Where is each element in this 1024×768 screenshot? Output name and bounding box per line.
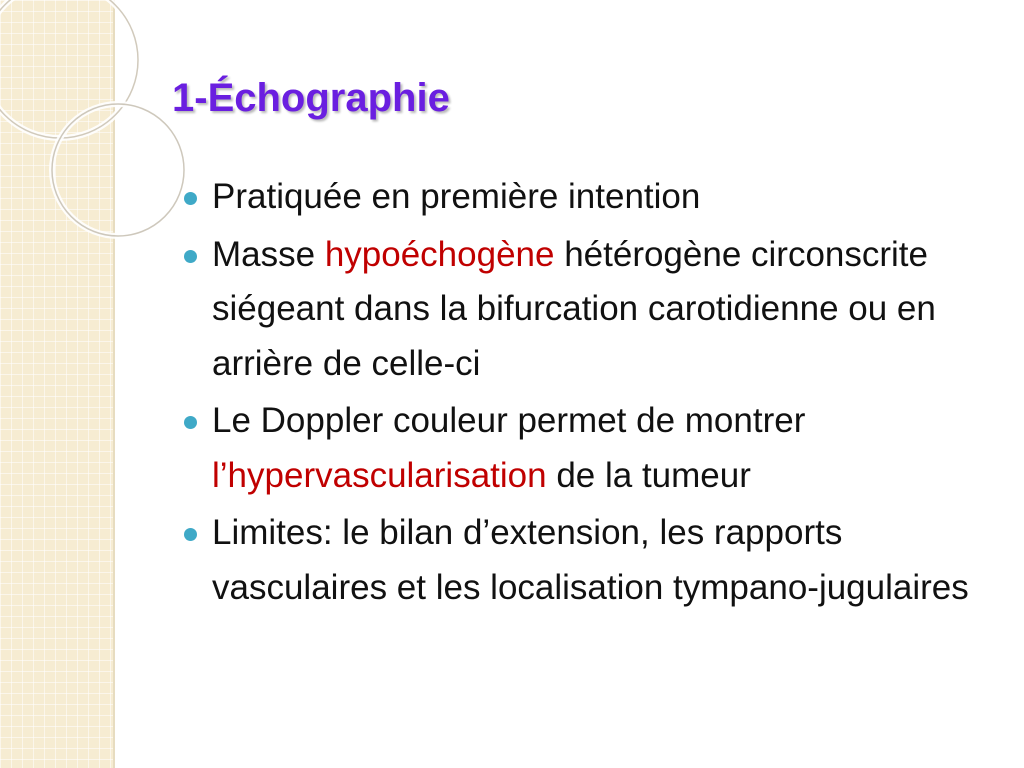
slide-title: 1-Échographie — [172, 76, 450, 120]
decorative-ring-bottom-shadow — [52, 104, 184, 236]
bullet-item — [184, 394, 984, 503]
bullet-dot-icon — [184, 250, 197, 263]
bullet-text: Limites: le bilan d’extension, les rapports vasculaires et les localisation tympano-jugulaires — [212, 513, 969, 607]
bullet-text-end: de la tumeur — [546, 455, 751, 495]
decorative-ring-top — [0, 0, 138, 138]
bullet-dot-icon — [184, 416, 197, 429]
highlighted-term: hypoéchogène — [324, 234, 555, 274]
bullet-text-start: Masse — [212, 234, 325, 274]
bullet-text: Pratiquée en première intention — [212, 177, 701, 216]
decorative-ring-top-shadow — [0, 0, 138, 138]
bullet-dot-icon — [184, 192, 197, 205]
highlighted-term: l’hypervascularisation — [212, 455, 547, 495]
bullet-item — [184, 170, 984, 225]
bullet-list — [184, 170, 984, 618]
bullet-item — [184, 228, 984, 392]
bullet-item — [184, 506, 984, 615]
decorative-rings — [0, 0, 200, 260]
bullet-text-start: Le Doppler couleur permet de montrer — [212, 401, 806, 440]
bullet-text-end: hétérogène circonscrite siégeant dans la bifurcation carotidienne ou en arrière de celle-ci — [212, 234, 936, 383]
bullet-dot-icon — [184, 528, 197, 541]
